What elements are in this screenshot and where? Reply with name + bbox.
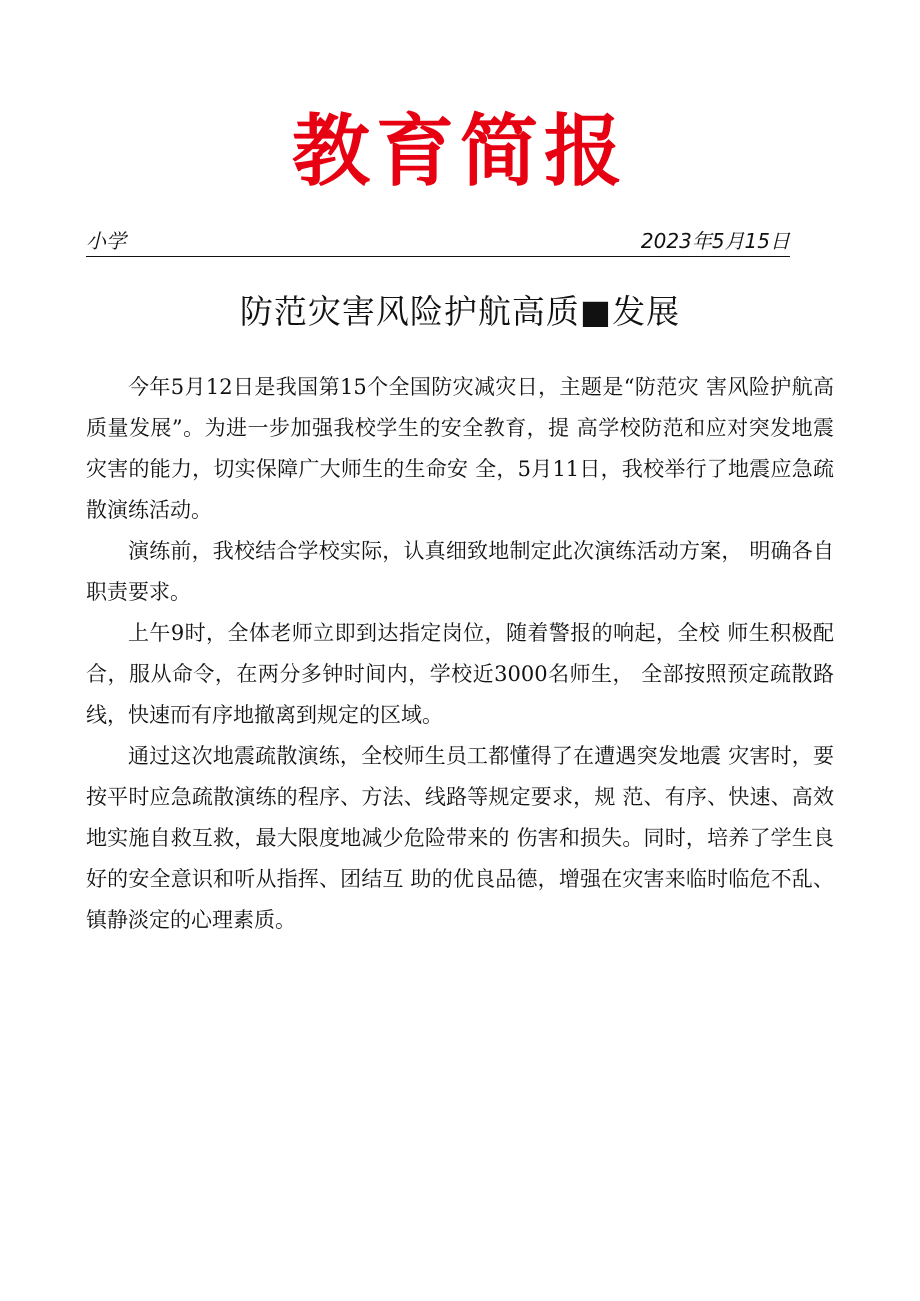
- issue-date: 2023年5月15日: [640, 229, 790, 253]
- paragraph: 通过这次地震疏散演练，全校师生员工都懂得了在遭遇突发地震 灾害时，要按平时应急疏散演练的程序、方法、线路等规定要求，规 范、有序、快速、高效地实施自救互救，最大限度地减少危险带来的 伤害和损失。同时，培养了学生良好的安全意识和听从指挥、团结互 助的优良品德，增强在灾害来临时临危不乱、镇静淡定的心理素质。: [86, 744, 834, 932]
- article-body: [86, 367, 834, 941]
- info-line: [86, 226, 790, 257]
- article-headline: 防范灾害风险护航高质■发展: [239, 292, 681, 331]
- school-name: 小学: [86, 229, 126, 253]
- masthead-title: 教育简报: [291, 106, 628, 197]
- paragraph: 演练前，我校结合学校实际，认真细致地制定此次演练活动方案， 明确各自职责要求。: [86, 539, 834, 604]
- paragraph: 今年5月12日是我国第15个全国防灾减灾日，主题是“防范灾 害风险护航高质量发展”。为进一步加强我校学生的安全教育，提 高学校防范和应对突发地震灾害的能力，切实保障广大师生的生命安 全，5月11日，我校举行了地震应急疏散演练活动。: [86, 375, 834, 522]
- paragraph: 上午9时，全体老师立即到达指定岗位，随着警报的响起，全校 师生积极配合，服从命令，在两分多钟时间内，学校近3000名师生， 全部按照预定疏散路线，快速而有序地撤离到规定的区域。: [86, 621, 834, 727]
